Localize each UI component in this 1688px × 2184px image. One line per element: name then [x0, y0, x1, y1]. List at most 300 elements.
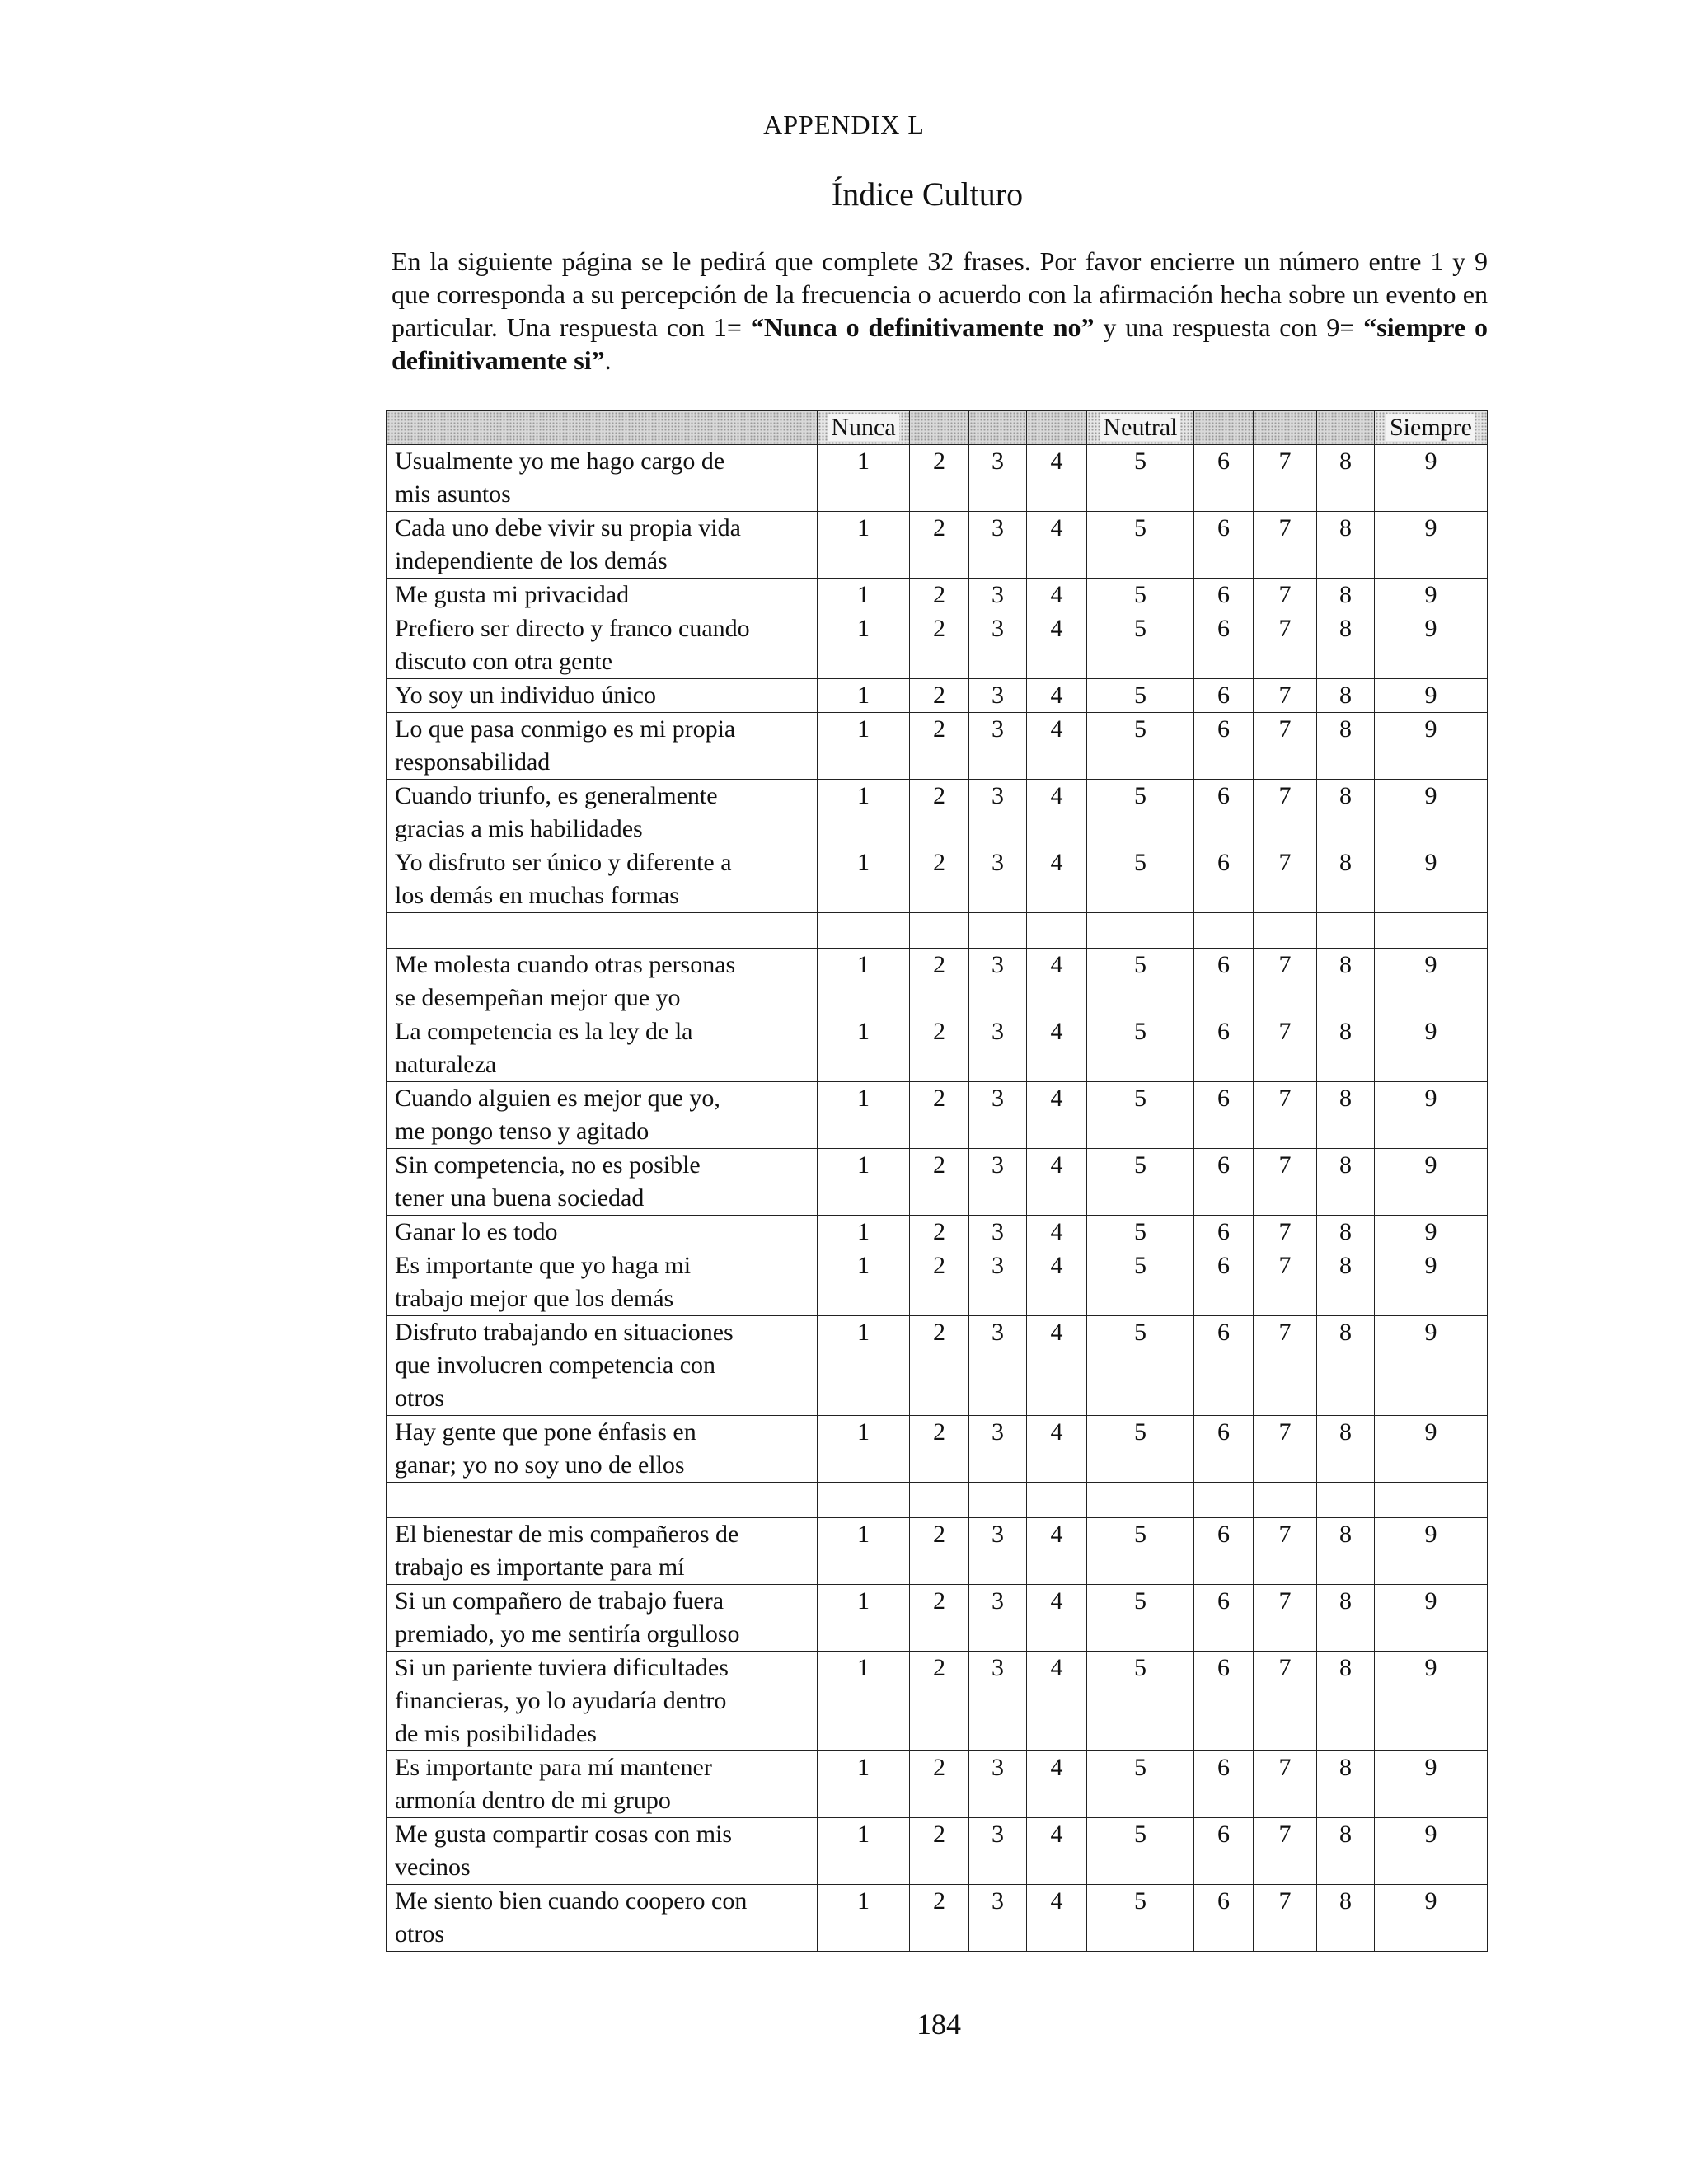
rating-option[interactable]: 6 [1194, 846, 1254, 913]
rating-option[interactable]: 9 [1375, 949, 1488, 1015]
rating-option[interactable]: 8 [1317, 846, 1375, 913]
rating-option[interactable]: 9 [1375, 1518, 1488, 1585]
rating-option[interactable]: 6 [1194, 612, 1254, 679]
statement-line: Ganar lo es todo [395, 1218, 558, 1245]
rating-option[interactable]: 1 [818, 1652, 910, 1751]
empty-cell [1027, 1483, 1087, 1518]
rating-option[interactable]: 9 [1375, 1216, 1488, 1249]
rating-option[interactable]: 4 [1027, 780, 1087, 846]
rating-option[interactable]: 4 [1027, 1149, 1087, 1216]
table-row [387, 1316, 1488, 1416]
rating-option[interactable]: 6 [1194, 445, 1254, 512]
empty-cell [387, 1483, 818, 1518]
statement-cell [387, 445, 818, 512]
rating-option[interactable]: 3 [969, 445, 1027, 512]
rating-option[interactable]: 9 [1375, 579, 1488, 612]
statement-cell [387, 1216, 818, 1249]
rating-option[interactable]: 6 [1194, 1249, 1254, 1316]
statement-cell [387, 1885, 818, 1952]
rating-option[interactable]: 3 [969, 1416, 1027, 1483]
rating-option[interactable]: 8 [1317, 1316, 1375, 1416]
rating-option[interactable]: 5 [1087, 579, 1194, 612]
statement-line: ganar; yo no soy uno de ellos [395, 1451, 685, 1479]
rating-option[interactable]: 7 [1254, 846, 1317, 913]
rating-option[interactable]: 8 [1317, 679, 1375, 713]
table-row [387, 846, 1488, 913]
rating-option[interactable]: 1 [818, 1015, 910, 1082]
table-row [387, 1885, 1488, 1952]
rating-option[interactable]: 7 [1254, 1652, 1317, 1751]
rating-option[interactable]: 3 [969, 1585, 1027, 1652]
rating-option[interactable]: 6 [1194, 1585, 1254, 1652]
rating-option[interactable]: 1 [818, 949, 910, 1015]
statement-line: Cuando alguien es mejor que yo, [395, 1085, 720, 1112]
rating-option[interactable]: 2 [910, 949, 969, 1015]
rating-option[interactable]: 5 [1087, 713, 1194, 780]
rating-option[interactable]: 9 [1375, 846, 1488, 913]
statement-line: gracias a mis habilidades [395, 815, 643, 842]
empty-cell [1375, 1483, 1488, 1518]
rating-option[interactable]: 5 [1087, 1015, 1194, 1082]
rating-option[interactable]: 9 [1375, 1015, 1488, 1082]
rating-option[interactable]: 3 [969, 1652, 1027, 1751]
rating-option[interactable]: 7 [1254, 445, 1317, 512]
rating-option[interactable]: 5 [1087, 846, 1194, 913]
survey-table [386, 410, 1488, 1952]
rating-option[interactable]: 6 [1194, 713, 1254, 780]
rating-option[interactable]: 8 [1317, 1249, 1375, 1316]
rating-option[interactable]: 4 [1027, 846, 1087, 913]
statement-line: mis asuntos [395, 480, 511, 508]
scale-header-label: Siempre [1386, 414, 1475, 441]
rating-option[interactable]: 8 [1317, 1818, 1375, 1885]
rating-option[interactable]: 5 [1087, 1818, 1194, 1885]
rating-option[interactable]: 7 [1254, 1316, 1317, 1416]
rating-option[interactable]: 8 [1317, 612, 1375, 679]
rating-option[interactable]: 5 [1087, 1585, 1194, 1652]
rating-option[interactable]: 6 [1194, 1518, 1254, 1585]
rating-option[interactable]: 4 [1027, 1585, 1087, 1652]
rating-option[interactable]: 8 [1317, 579, 1375, 612]
statement-cell [387, 579, 818, 612]
statement-line: trabajo mejor que los demás [395, 1285, 674, 1312]
statement-cell [387, 1149, 818, 1216]
rating-option[interactable]: 2 [910, 1316, 969, 1416]
scale-header-cell [1194, 411, 1254, 445]
rating-option[interactable]: 6 [1194, 512, 1254, 579]
statement-line: Sin competencia, no es posible [395, 1151, 701, 1179]
rating-option[interactable]: 8 [1317, 780, 1375, 846]
rating-option[interactable]: 7 [1254, 1518, 1317, 1585]
page-title: Índice Culturo [831, 176, 1024, 213]
rating-option[interactable]: 4 [1027, 445, 1087, 512]
rating-option[interactable]: 3 [969, 579, 1027, 612]
table-row [387, 1082, 1488, 1149]
rating-option[interactable]: 7 [1254, 949, 1317, 1015]
rating-option[interactable]: 9 [1375, 679, 1488, 713]
table-row [387, 1751, 1488, 1818]
rating-option[interactable]: 7 [1254, 1585, 1317, 1652]
table-row [387, 1518, 1488, 1585]
statement-cell [387, 1751, 818, 1818]
rating-option[interactable]: 8 [1317, 1518, 1375, 1585]
statement-line: Hay gente que pone énfasis en [395, 1418, 696, 1446]
rating-option[interactable]: 9 [1375, 1316, 1488, 1416]
rating-option[interactable]: 3 [969, 1885, 1027, 1952]
statement-cell [387, 612, 818, 679]
rating-option[interactable]: 5 [1087, 679, 1194, 713]
statement-line: se desempeñan mejor que yo [395, 984, 681, 1011]
rating-option[interactable]: 1 [818, 445, 910, 512]
rating-option[interactable]: 2 [910, 1149, 969, 1216]
rating-option[interactable]: 6 [1194, 1818, 1254, 1885]
statement-line: discuto con otra gente [395, 648, 613, 675]
rating-option[interactable]: 3 [969, 949, 1027, 1015]
statement-cell [387, 949, 818, 1015]
rating-option[interactable]: 5 [1087, 949, 1194, 1015]
rating-option[interactable]: 8 [1317, 1416, 1375, 1483]
rating-option[interactable]: 2 [910, 1249, 969, 1316]
rating-option[interactable]: 8 [1317, 1216, 1375, 1249]
rating-option[interactable]: 9 [1375, 445, 1488, 512]
rating-option[interactable]: 8 [1317, 512, 1375, 579]
survey-table-body [387, 411, 1488, 1952]
rating-option[interactable]: 8 [1317, 1015, 1375, 1082]
rating-option[interactable]: 6 [1194, 1885, 1254, 1952]
rating-option[interactable]: 8 [1317, 1082, 1375, 1149]
statement-cell [387, 1015, 818, 1082]
rating-option[interactable]: 5 [1087, 1885, 1194, 1952]
rating-option[interactable]: 7 [1254, 713, 1317, 780]
rating-option[interactable]: 4 [1027, 1015, 1087, 1082]
rating-option[interactable]: 8 [1317, 949, 1375, 1015]
rating-option[interactable]: 5 [1087, 1652, 1194, 1751]
rating-option[interactable]: 2 [910, 445, 969, 512]
rating-option[interactable]: 2 [910, 1885, 969, 1952]
statement-line: de mis posibilidades [395, 1720, 597, 1747]
rating-option[interactable]: 2 [910, 1818, 969, 1885]
rating-option[interactable]: 8 [1317, 1585, 1375, 1652]
instructions-text-2: y una respuesta con 9= [1094, 312, 1364, 342]
rating-option[interactable]: 1 [818, 579, 910, 612]
statement-cell [387, 780, 818, 846]
rating-option[interactable]: 1 [818, 679, 910, 713]
rating-option[interactable]: 1 [818, 1751, 910, 1818]
statement-line: Es importante que yo haga mi [395, 1252, 692, 1279]
rating-option[interactable]: 6 [1194, 679, 1254, 713]
page-number: 184 [917, 2008, 961, 2041]
rating-option[interactable]: 8 [1317, 1149, 1375, 1216]
rating-option[interactable]: 3 [969, 1082, 1027, 1149]
statement-line: vecinos [395, 1854, 471, 1881]
rating-option[interactable]: 7 [1254, 1818, 1317, 1885]
rating-option[interactable]: 5 [1087, 1216, 1194, 1249]
table-row [387, 1818, 1488, 1885]
rating-option[interactable]: 4 [1027, 1416, 1087, 1483]
group-separator-row [387, 1483, 1488, 1518]
rating-option[interactable]: 1 [818, 1149, 910, 1216]
rating-option[interactable]: 2 [910, 1751, 969, 1818]
rating-option[interactable]: 2 [910, 846, 969, 913]
scale-header-cell [1087, 411, 1194, 445]
table-row [387, 1652, 1488, 1751]
statement-line: Es importante para mí mantener [395, 1754, 712, 1781]
statement-cell [387, 1082, 818, 1149]
group-separator-row [387, 913, 1488, 949]
rating-option[interactable]: 2 [910, 512, 969, 579]
rating-option[interactable]: 7 [1254, 1149, 1317, 1216]
rating-option[interactable]: 6 [1194, 1751, 1254, 1818]
rating-option[interactable]: 6 [1194, 1216, 1254, 1249]
statement-cell [387, 1249, 818, 1316]
scale-header-cell [1027, 411, 1087, 445]
rating-option[interactable]: 6 [1194, 1316, 1254, 1416]
statement-line: Me molesta cuando otras personas [395, 951, 736, 978]
empty-cell [1254, 1483, 1317, 1518]
rating-option[interactable]: 1 [818, 1885, 910, 1952]
rating-option[interactable]: 6 [1194, 780, 1254, 846]
rating-option[interactable]: 9 [1375, 1082, 1488, 1149]
rating-option[interactable]: 2 [910, 612, 969, 679]
rating-option[interactable]: 2 [910, 713, 969, 780]
rating-option[interactable]: 5 [1087, 1082, 1194, 1149]
rating-option[interactable]: 2 [910, 579, 969, 612]
rating-option[interactable]: 7 [1254, 679, 1317, 713]
rating-option[interactable]: 7 [1254, 512, 1317, 579]
rating-option[interactable]: 3 [969, 1249, 1027, 1316]
rating-option[interactable]: 3 [969, 1015, 1027, 1082]
scale-header-cell [387, 411, 818, 445]
table-row [387, 1416, 1488, 1483]
rating-option[interactable]: 7 [1254, 780, 1317, 846]
rating-option[interactable]: 3 [969, 612, 1027, 679]
rating-option[interactable]: 4 [1027, 1316, 1087, 1416]
statement-line: Usualmente yo me hago cargo de [395, 448, 725, 475]
table-row [387, 1249, 1488, 1316]
rating-option[interactable]: 1 [818, 1818, 910, 1885]
statement-line: otros [395, 1385, 444, 1412]
statement-line: Disfruto trabajando en situaciones [395, 1319, 734, 1346]
rating-option[interactable]: 4 [1027, 1818, 1087, 1885]
rating-option[interactable]: 5 [1087, 1751, 1194, 1818]
statement-cell [387, 713, 818, 780]
rating-option[interactable]: 6 [1194, 1416, 1254, 1483]
scale-header-label: Neutral [1100, 414, 1181, 441]
rating-option[interactable]: 3 [969, 1216, 1027, 1249]
rating-option[interactable]: 1 [818, 1316, 910, 1416]
rating-option[interactable]: 4 [1027, 679, 1087, 713]
rating-option[interactable]: 6 [1194, 1149, 1254, 1216]
statement-line: independiente de los demás [395, 547, 668, 574]
rating-option[interactable]: 5 [1087, 1149, 1194, 1216]
rating-option[interactable]: 4 [1027, 1518, 1087, 1585]
rating-option[interactable]: 9 [1375, 713, 1488, 780]
rating-option[interactable]: 6 [1194, 1015, 1254, 1082]
rating-option[interactable]: 3 [969, 1316, 1027, 1416]
rating-option[interactable]: 4 [1027, 1216, 1087, 1249]
rating-option[interactable]: 5 [1087, 512, 1194, 579]
rating-option[interactable]: 9 [1375, 1652, 1488, 1751]
instructions-paragraph [392, 245, 1488, 377]
statement-line: tener una buena sociedad [395, 1184, 645, 1212]
rating-option[interactable]: 5 [1087, 1416, 1194, 1483]
rating-option[interactable]: 5 [1087, 612, 1194, 679]
rating-option[interactable]: 3 [969, 1751, 1027, 1818]
statement-cell [387, 846, 818, 913]
rating-option[interactable]: 9 [1375, 1585, 1488, 1652]
table-row [387, 512, 1488, 579]
rating-option[interactable]: 2 [910, 1082, 969, 1149]
rating-option[interactable]: 7 [1254, 1885, 1317, 1952]
instructions-bold-2: “siempre o definitivamente si” [392, 312, 1489, 375]
rating-option[interactable]: 6 [1194, 579, 1254, 612]
rating-option[interactable]: 9 [1375, 1249, 1488, 1316]
rating-option[interactable]: 1 [818, 1518, 910, 1585]
statement-line: Me gusta compartir cosas con mis [395, 1821, 733, 1848]
rating-option[interactable]: 9 [1375, 1751, 1488, 1818]
rating-option[interactable]: 7 [1254, 1416, 1317, 1483]
rating-option[interactable]: 3 [969, 713, 1027, 780]
statement-cell [387, 1818, 818, 1885]
table-row [387, 780, 1488, 846]
scale-header-cell [1317, 411, 1375, 445]
empty-cell [1087, 913, 1194, 949]
scale-header-cell [1375, 411, 1488, 445]
rating-option[interactable]: 3 [969, 1518, 1027, 1585]
rating-option[interactable]: 9 [1375, 1818, 1488, 1885]
rating-option[interactable]: 3 [969, 1818, 1027, 1885]
empty-cell [1194, 1483, 1254, 1518]
rating-option[interactable]: 7 [1254, 1015, 1317, 1082]
statement-line: naturaleza [395, 1051, 497, 1078]
rating-option[interactable]: 1 [818, 512, 910, 579]
empty-cell [818, 1483, 910, 1518]
rating-option[interactable]: 2 [910, 1585, 969, 1652]
rating-option[interactable]: 8 [1317, 1652, 1375, 1751]
rating-option[interactable]: 5 [1087, 1316, 1194, 1416]
rating-option[interactable]: 4 [1027, 612, 1087, 679]
rating-option[interactable]: 3 [969, 679, 1027, 713]
empty-cell [1317, 1483, 1375, 1518]
rating-option[interactable]: 2 [910, 1652, 969, 1751]
rating-option[interactable]: 7 [1254, 1249, 1317, 1316]
statement-line: Yo soy un individuo único [395, 682, 656, 709]
rating-option[interactable]: 5 [1087, 1249, 1194, 1316]
rating-option[interactable]: 7 [1254, 1082, 1317, 1149]
empty-cell [910, 1483, 969, 1518]
statement-line: los demás en muchas formas [395, 882, 679, 909]
empty-cell [1254, 913, 1317, 949]
rating-option[interactable]: 4 [1027, 1652, 1087, 1751]
rating-option[interactable]: 4 [1027, 1249, 1087, 1316]
rating-option[interactable]: 2 [910, 780, 969, 846]
rating-option[interactable]: 4 [1027, 512, 1087, 579]
empty-cell [1194, 913, 1254, 949]
rating-option[interactable]: 4 [1027, 1082, 1087, 1149]
rating-option[interactable]: 1 [818, 846, 910, 913]
rating-option[interactable]: 2 [910, 1015, 969, 1082]
rating-option[interactable]: 9 [1375, 1416, 1488, 1483]
rating-option[interactable]: 7 [1254, 1216, 1317, 1249]
empty-cell [387, 913, 818, 949]
scale-header-cell [818, 411, 910, 445]
empty-cell [969, 1483, 1027, 1518]
rating-option[interactable]: 3 [969, 512, 1027, 579]
rating-option[interactable]: 1 [818, 1249, 910, 1316]
rating-option[interactable]: 4 [1027, 713, 1087, 780]
rating-option[interactable]: 9 [1375, 1149, 1488, 1216]
statement-line: financieras, yo lo ayudaría dentro [395, 1687, 727, 1714]
rating-option[interactable]: 7 [1254, 1751, 1317, 1818]
rating-option[interactable]: 8 [1317, 1885, 1375, 1952]
rating-option[interactable]: 9 [1375, 612, 1488, 679]
table-row [387, 1216, 1488, 1249]
rating-option[interactable]: 1 [818, 1416, 910, 1483]
statement-line: premiado, yo me sentiría orgulloso [395, 1620, 740, 1647]
appendix-label: APPENDIX L [763, 110, 925, 139]
rating-option[interactable]: 6 [1194, 949, 1254, 1015]
table-row [387, 445, 1488, 512]
rating-option[interactable]: 6 [1194, 1082, 1254, 1149]
rating-option[interactable]: 6 [1194, 1652, 1254, 1751]
rating-option[interactable]: 4 [1027, 1751, 1087, 1818]
rating-option[interactable]: 1 [818, 1216, 910, 1249]
rating-option[interactable]: 5 [1087, 445, 1194, 512]
rating-option[interactable]: 4 [1027, 1885, 1087, 1952]
statement-line: Me gusta mi privacidad [395, 581, 630, 608]
rating-option[interactable]: 2 [910, 679, 969, 713]
rating-option[interactable]: 5 [1087, 1518, 1194, 1585]
rating-option[interactable]: 1 [818, 780, 910, 846]
rating-option[interactable]: 7 [1254, 579, 1317, 612]
rating-option[interactable]: 8 [1317, 713, 1375, 780]
table-row [387, 1149, 1488, 1216]
table-row [387, 949, 1488, 1015]
rating-option[interactable]: 3 [969, 846, 1027, 913]
rating-option[interactable]: 1 [818, 1082, 910, 1149]
rating-option[interactable]: 9 [1375, 780, 1488, 846]
empty-cell [1317, 913, 1375, 949]
statement-line: armonía dentro de mi grupo [395, 1787, 671, 1814]
table-row [387, 1015, 1488, 1082]
rating-option[interactable]: 4 [1027, 949, 1087, 1015]
empty-cell [969, 913, 1027, 949]
statement-line: Yo disfruto ser único y diferente a [395, 849, 732, 876]
rating-option[interactable]: 9 [1375, 1885, 1488, 1952]
rating-option[interactable]: 3 [969, 1149, 1027, 1216]
rating-option[interactable]: 9 [1375, 512, 1488, 579]
statement-line: responsabilidad [395, 748, 551, 776]
rating-option[interactable]: 8 [1317, 1751, 1375, 1818]
empty-cell [1027, 913, 1087, 949]
rating-option[interactable]: 1 [818, 612, 910, 679]
rating-option[interactable]: 1 [818, 713, 910, 780]
statement-line: Me siento bien cuando coopero con [395, 1887, 748, 1915]
statement-line: trabajo es importante para mí [395, 1554, 685, 1581]
rating-option[interactable]: 8 [1317, 445, 1375, 512]
rating-option[interactable]: 7 [1254, 612, 1317, 679]
statement-cell [387, 679, 818, 713]
rating-option[interactable]: 2 [910, 1416, 969, 1483]
statement-line: Lo que pasa conmigo es mi propia [395, 715, 736, 743]
rating-option[interactable]: 2 [910, 1518, 969, 1585]
rating-option[interactable]: 2 [910, 1216, 969, 1249]
rating-option[interactable]: 4 [1027, 579, 1087, 612]
rating-option[interactable]: 3 [969, 780, 1027, 846]
scale-header-label: Nunca [828, 414, 898, 441]
rating-option[interactable]: 5 [1087, 780, 1194, 846]
rating-option[interactable]: 1 [818, 1585, 910, 1652]
